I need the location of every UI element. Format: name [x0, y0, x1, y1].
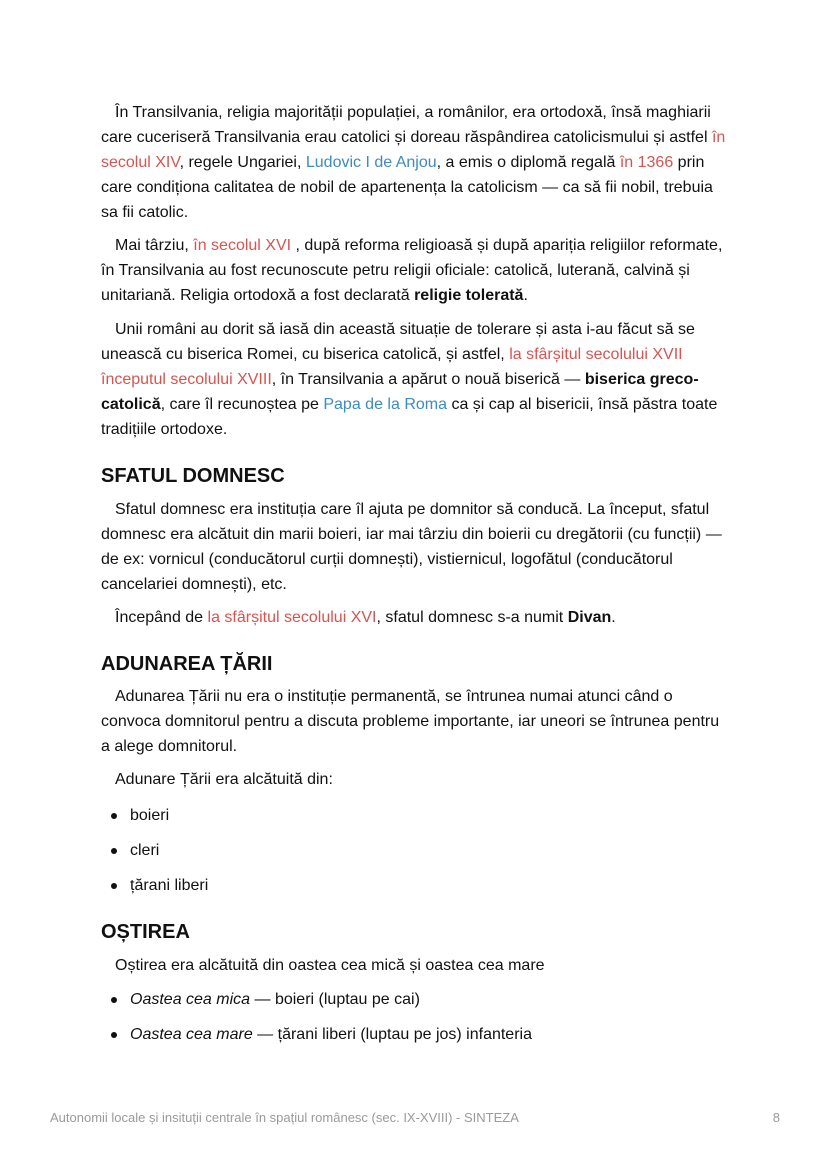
date-highlight: în 1366 [619, 154, 674, 171]
date-highlight: în secolul XIV [101, 129, 726, 171]
list-ostirea [101, 987, 729, 1057]
date-highlight: în secolul XVI [193, 237, 292, 254]
text-segment: țărani liberi [130, 877, 209, 894]
list-item [101, 1022, 729, 1057]
page-number: 8 [772, 1110, 780, 1125]
bold-text: biserica greco-catolică [101, 371, 699, 413]
paragraph-alcatuire [101, 767, 729, 792]
footer-title: Autonomii locale și insituții centrale în spațiul românesc (sec. IX-XVIII) - SINTEZA [50, 1110, 519, 1125]
list-item [101, 838, 729, 873]
text-segment: , sfatul domnesc s-a numit [376, 609, 568, 626]
paragraph-ostirea [101, 953, 729, 978]
text-segment: , după reforma religioasă și după apariția religiilor reformate, în Transilvania au fost recunoscute petru religii oficiale: catolică, luterană, calvină și unitariană. Religia ortodoxă a fost declarată [101, 237, 723, 304]
bold-text: Divan [567, 609, 612, 626]
paragraph-sfatul-domnesc [101, 497, 729, 597]
paragraph-adunarea-tarii [101, 684, 729, 759]
text-segment: Adunare Țării era alcătuită din: [115, 771, 333, 788]
list-item [101, 803, 729, 838]
text-segment: — boieri (luptau pe cai) [250, 991, 420, 1008]
text-segment: Începând de [115, 609, 208, 626]
text-segment: Unii români au dorit să iasă din această situație de tolerare și asta i-au făcut să se unească cu biserica Romei, cu biserica catolică, și astfel, [101, 321, 695, 363]
text-segment: , regele Ungariei, [179, 154, 306, 171]
italic-text: Oastea cea mare [130, 1026, 253, 1043]
heading-sfatul-domnesc: SFATUL DOMNESC [101, 465, 285, 487]
text-segment: , a emis o diplomă regală [436, 154, 620, 171]
text-segment: Mai târziu, [115, 237, 194, 254]
text-segment: . [523, 287, 528, 304]
text-segment: — țărani liberi (luptau pe jos) infanteria [252, 1026, 532, 1043]
name-highlight: Ludovic I de Anjou [305, 154, 437, 171]
text-segment: boieri [130, 807, 170, 824]
text-segment: În Transilvania, religia majorității populației, a românilor, era ortodoxă, însă maghiarii care cuceriseră Transilvania erau catolici și doreau răspândirea catolicismului și astfel [101, 104, 712, 146]
heading-adunarea-tarii: ADUNAREA ȚĂRII [101, 653, 273, 675]
text-segment: cleri [130, 842, 160, 859]
date-highlight: la sfârșitul secolului XVI [207, 609, 377, 626]
text-segment: prin care condiționa calitatea de nobil de apartenența la catolicism — ca să fii nobil, trebuia sa fii catolic. [101, 154, 713, 221]
list-item [101, 873, 729, 908]
name-highlight: Papa de la Roma [323, 396, 447, 413]
bold-text: religie tolerată [414, 287, 524, 304]
heading-ostirea: OȘTIREA [101, 921, 190, 943]
text-segment: , în Transilvania a apărut o nouă biserică — [271, 371, 585, 388]
text-segment: Adunarea Țării nu era o instituție permanentă, se întrunea numai atunci când o convoca domnitorul pentru a discuta probleme importante, iar uneori se întrunea pentru a alege domnitorul. [101, 688, 720, 755]
page-footer [50, 1110, 780, 1125]
paragraph-catolicism [101, 100, 729, 225]
list-adunare-members [101, 803, 729, 908]
paragraph-divan [101, 605, 729, 630]
text-segment: . [611, 609, 616, 626]
text-segment: Oștirea era alcătuită din oastea cea mică și oastea cea mare [115, 957, 545, 974]
text-segment: ca și cap al bisericii, însă păstra toate tradițiile ortodoxe. [101, 396, 718, 438]
italic-text: Oastea cea mica [130, 991, 251, 1008]
date-highlight: la sfârșitul secolului XVII începutul secolului XVIII [101, 346, 683, 388]
list-item [101, 987, 729, 1022]
paragraph-reforma [101, 233, 729, 308]
paragraph-greco-catolica [101, 317, 729, 442]
text-segment: , care îl recunoștea pe [160, 396, 324, 413]
text-segment: Sfatul domnesc era instituția care îl ajuta pe domnitor să conducă. La început, sfatul domnesc era alcătuit din marii boieri, iar mai târziu din boierii cu dregătorii (cu funcții) — de ex: vornicul (conducătorul curții domnești), vistiernicul, logofătul (conducătorul cancelariei domnești), etc. [101, 501, 722, 593]
